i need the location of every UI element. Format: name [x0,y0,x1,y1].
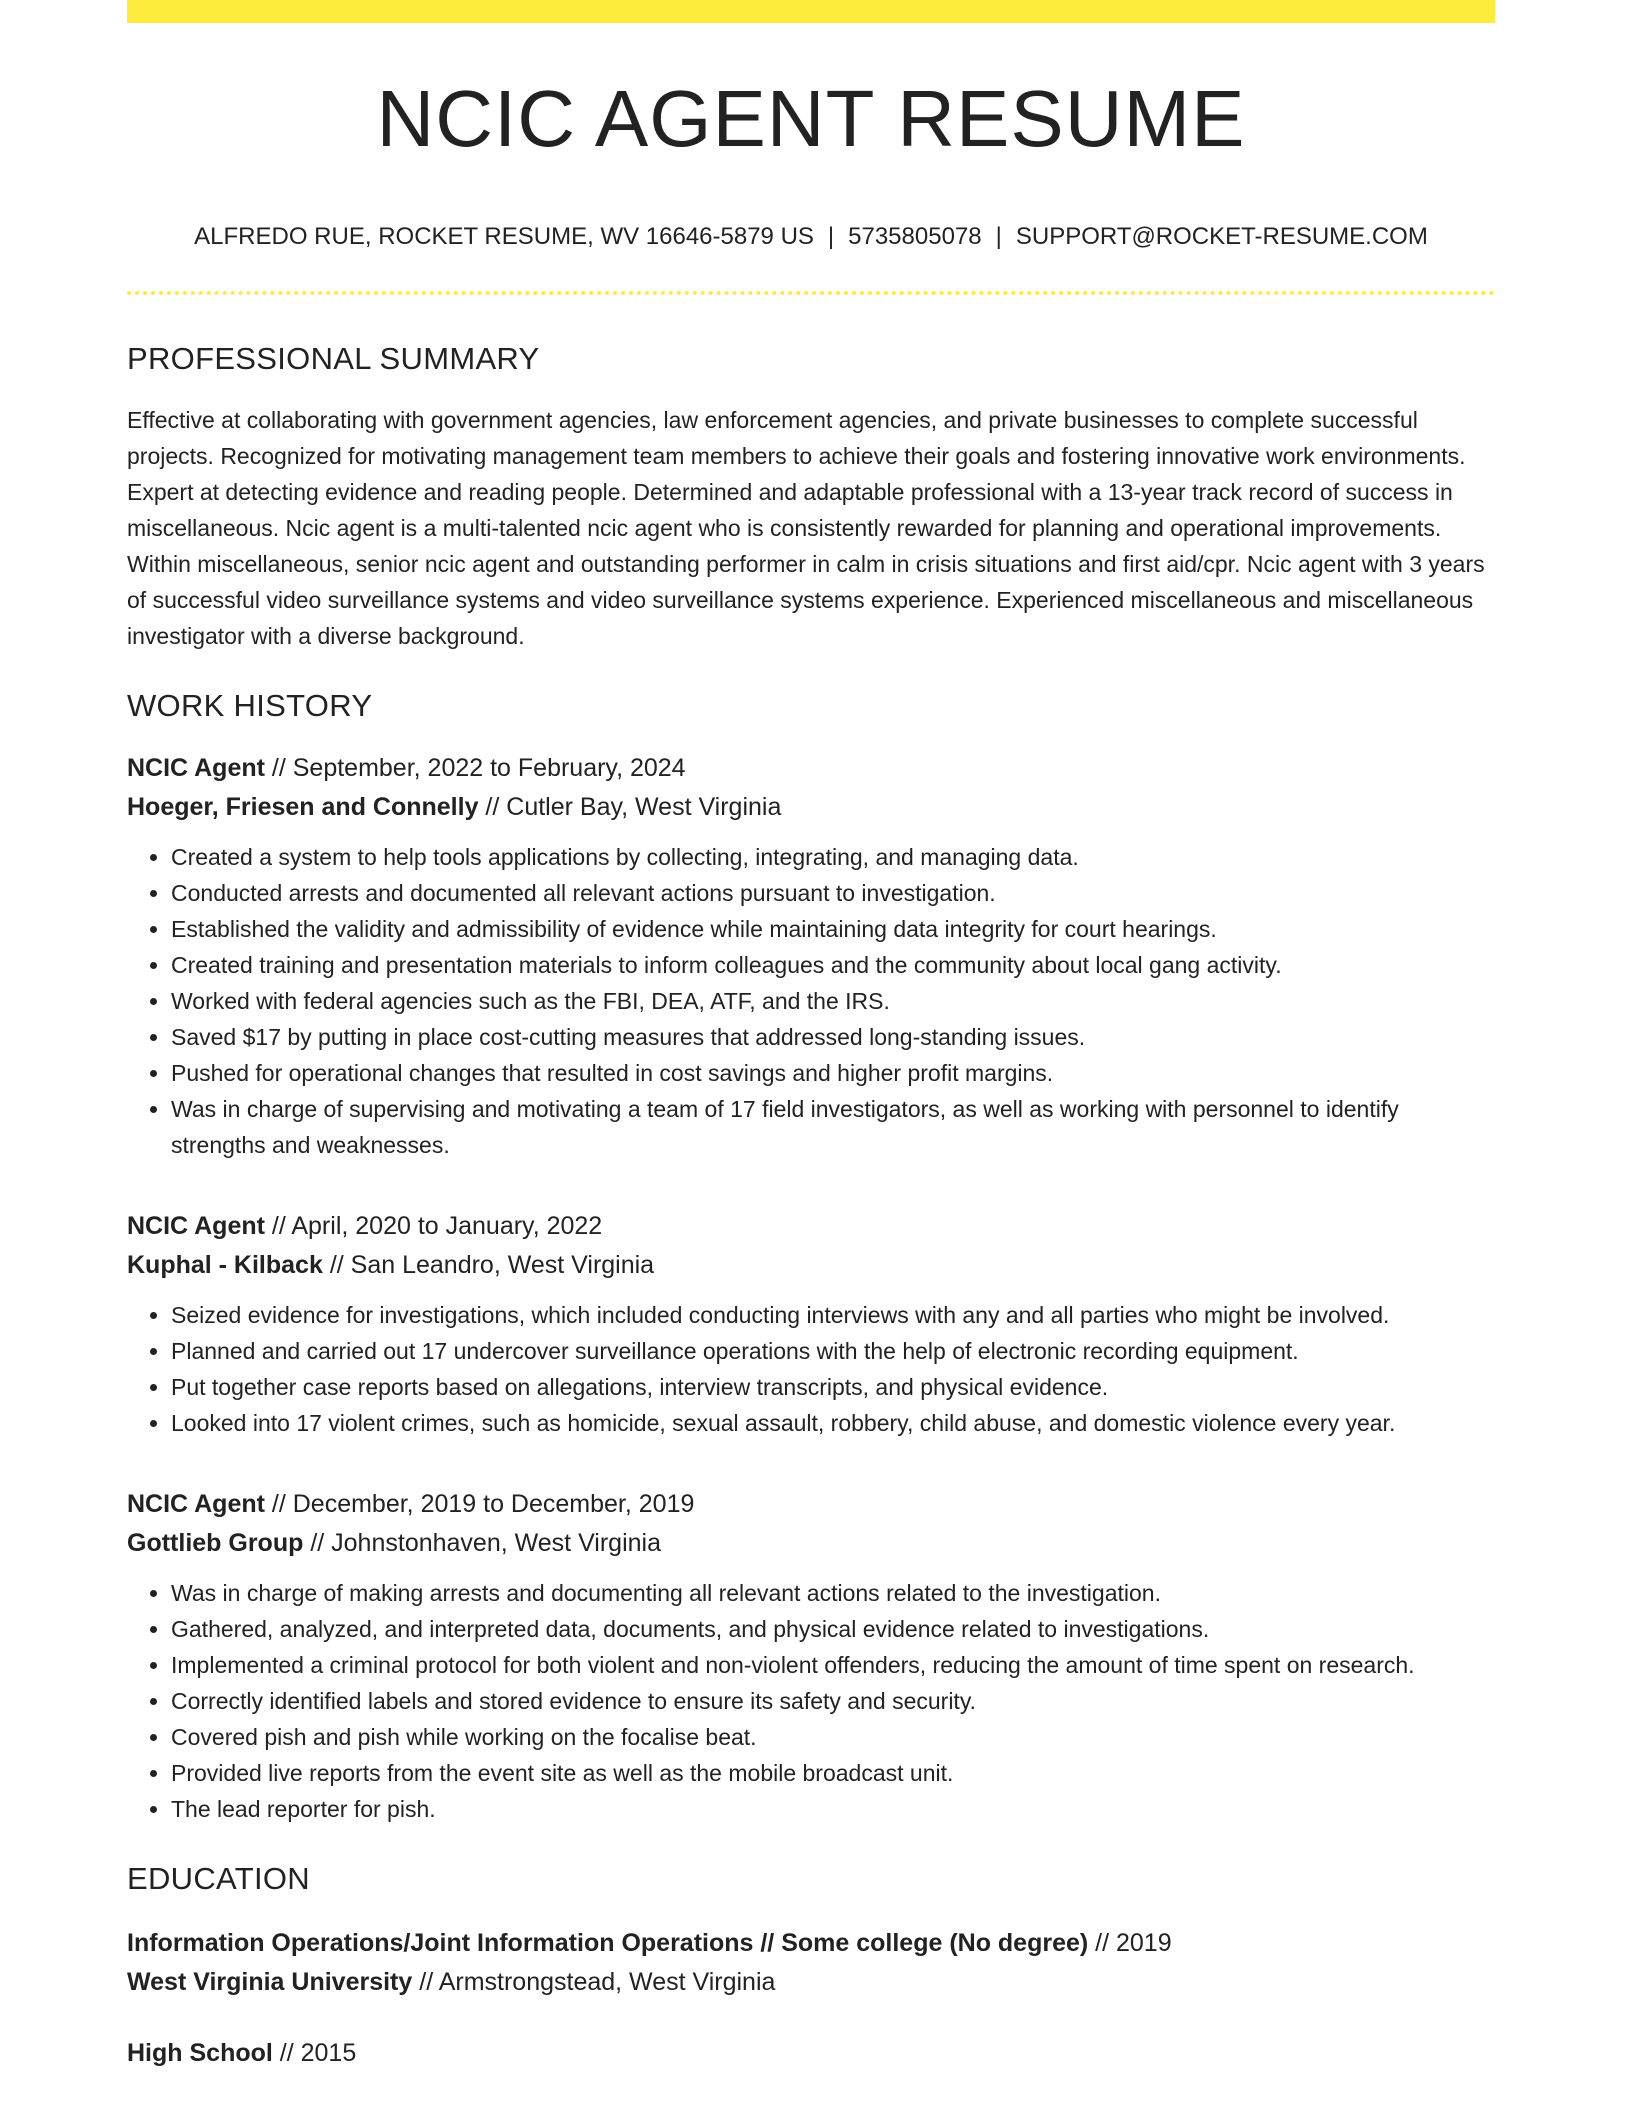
job-dates: // December, 2019 to December, 2019 [264,1490,695,1518]
job-bullets [127,1575,1495,1827]
contact-line [127,225,1495,249]
job-title-line [127,1207,1495,1246]
job-bullet: • Created training and presentation materials to inform colleagues and the community about local gang activity. [171,947,1495,983]
job-location: // Johnstonhaven, West Virginia [303,1529,661,1557]
education-degree-line [127,2034,1495,2073]
job-company: Kuphal - Kilback [127,1251,323,1279]
job-bullet: • Was in charge of supervising and motivating a team of 17 field investigators, as well as working with personnel to identify strengths and weaknesses. [171,1091,1495,1163]
job-company-line [127,788,1495,827]
job-title: NCIC Agent [127,1490,265,1518]
work-history-heading: WORK HISTORY [127,688,373,723]
contact-separator: | [827,223,835,250]
job-bullet: • Pushed for operational changes that resulted in cost savings and higher profit margins. [171,1055,1495,1091]
summary-heading: PROFESSIONAL SUMMARY [127,341,540,376]
job-company: Hoeger, Friesen and Connelly [127,793,479,821]
education-school-line [127,1963,1495,2002]
education-entry [127,2034,1495,2073]
job-bullet: • Provided live reports from the event site as well as the mobile broadcast unit. [171,1755,1495,1791]
education-year: // 2019 [1088,1929,1172,1957]
education-heading: EDUCATION [127,1861,310,1896]
education-degree-line [127,1924,1495,1963]
job-company-line [127,1246,1495,1285]
contact-email: SUPPORT@ROCKET-RESUME.COM [1015,223,1428,250]
job-entry [127,1485,1495,1827]
education-location: // Armstrongstead, West Virginia [412,1968,776,1996]
job-bullet: • Gathered, analyzed, and interpreted data, documents, and physical evidence related to investigations. [171,1611,1495,1647]
job-bullet: • Seized evidence for investigations, which included conducting interviews with any and all parties who might be involved. [171,1297,1495,1333]
job-bullets [127,839,1495,1163]
job-bullet: • Looked into 17 violent crimes, such as homicide, sexual assault, robbery, child abuse, and domestic violence every year. [171,1405,1495,1441]
work-history-section [127,690,1495,1827]
summary-section [127,343,1495,654]
job-company: Gottlieb Group [127,1529,304,1557]
education-degree: Information Operations/Joint Information Operations // Some college (No degree) [127,1929,1089,1957]
contact-address: ALFREDO RUE, ROCKET RESUME, WV 16646-5879 US [194,223,814,250]
contact-separator: | [995,223,1002,250]
job-bullet: • Established the validity and admissibility of evidence while maintaining data integrity for court hearings. [171,911,1495,947]
job-bullet: • Covered pish and pish while working on the focalise beat. [171,1719,1495,1755]
job-bullets [127,1297,1495,1441]
job-bullet: • Correctly identified labels and stored evidence to ensure its safety and security. [171,1683,1495,1719]
job-title-line [127,1485,1495,1524]
education-year: // 2015 [272,2039,357,2067]
job-bullet: • Implemented a criminal protocol for both violent and non-violent offenders, reducing the amount of time spent on research. [171,1647,1495,1683]
education-entry [127,1924,1495,2002]
page-title: NCIC AGENT RESUME [376,74,1246,163]
job-title: NCIC Agent [127,754,265,782]
job-title: NCIC Agent [127,1212,265,1240]
job-bullet: • Saved $17 by putting in place cost-cutting measures that addressed long-standing issues. [171,1019,1495,1055]
contact-phone: 5735805078 [848,223,982,250]
dotted-divider [127,291,1495,295]
job-company-line [127,1524,1495,1563]
job-bullet: • Worked with federal agencies such as the FBI, DEA, ATF, and the IRS. [171,983,1495,1019]
job-bullet: • Created a system to help tools applications by collecting, integrating, and managing data. [171,839,1495,875]
education-degree: High School [127,2039,273,2067]
job-bullet: • The lead reporter for pish. [171,1791,1495,1827]
job-entry [127,749,1495,1163]
job-location: // Cutler Bay, West Virginia [478,793,782,821]
job-dates: // April, 2020 to January, 2022 [264,1212,603,1240]
accent-top-bar [127,0,1495,23]
job-bullet: • Put together case reports based on allegations, interview transcripts, and physical evidence. [171,1369,1495,1405]
summary-text: Effective at collaborating with government agencies, law enforcement agencies, and private businesses to complete successful projects. Recognized for motivating management team members to achieve their goals and fostering innovative work environments. Expert at detecting evidence and reading people. Determined and adaptable professional with a 13-year track record of success in miscellaneous. Ncic agent is a multi-talented ncic agent who is consistently rewarded for planning and operational improvements. Within miscellaneous, senior ncic agent and outstanding performer in calm in crisis situations and first aid/cpr. Ncic agent with 3 years of successful video surveillance systems and video surveillance systems experience. Experienced miscellaneous and miscellaneous investigator with a diverse background. [127,407,1485,649]
job-bullet: • Was in charge of making arrests and documenting all relevant actions related to the investigation. [171,1575,1495,1611]
job-bullet: • Planned and carried out 17 undercover surveillance operations with the help of electronic recording equipment. [171,1333,1495,1369]
education-school: West Virginia University [127,1968,413,1996]
job-title-line [127,749,1495,788]
job-bullet: • Conducted arrests and documented all relevant actions pursuant to investigation. [171,875,1495,911]
education-section [127,1863,1495,2073]
job-location: // San Leandro, West Virginia [322,1251,655,1279]
job-entry [127,1207,1495,1441]
resume-page [127,0,1495,2073]
job-dates: // September, 2022 to February, 2024 [264,754,686,782]
